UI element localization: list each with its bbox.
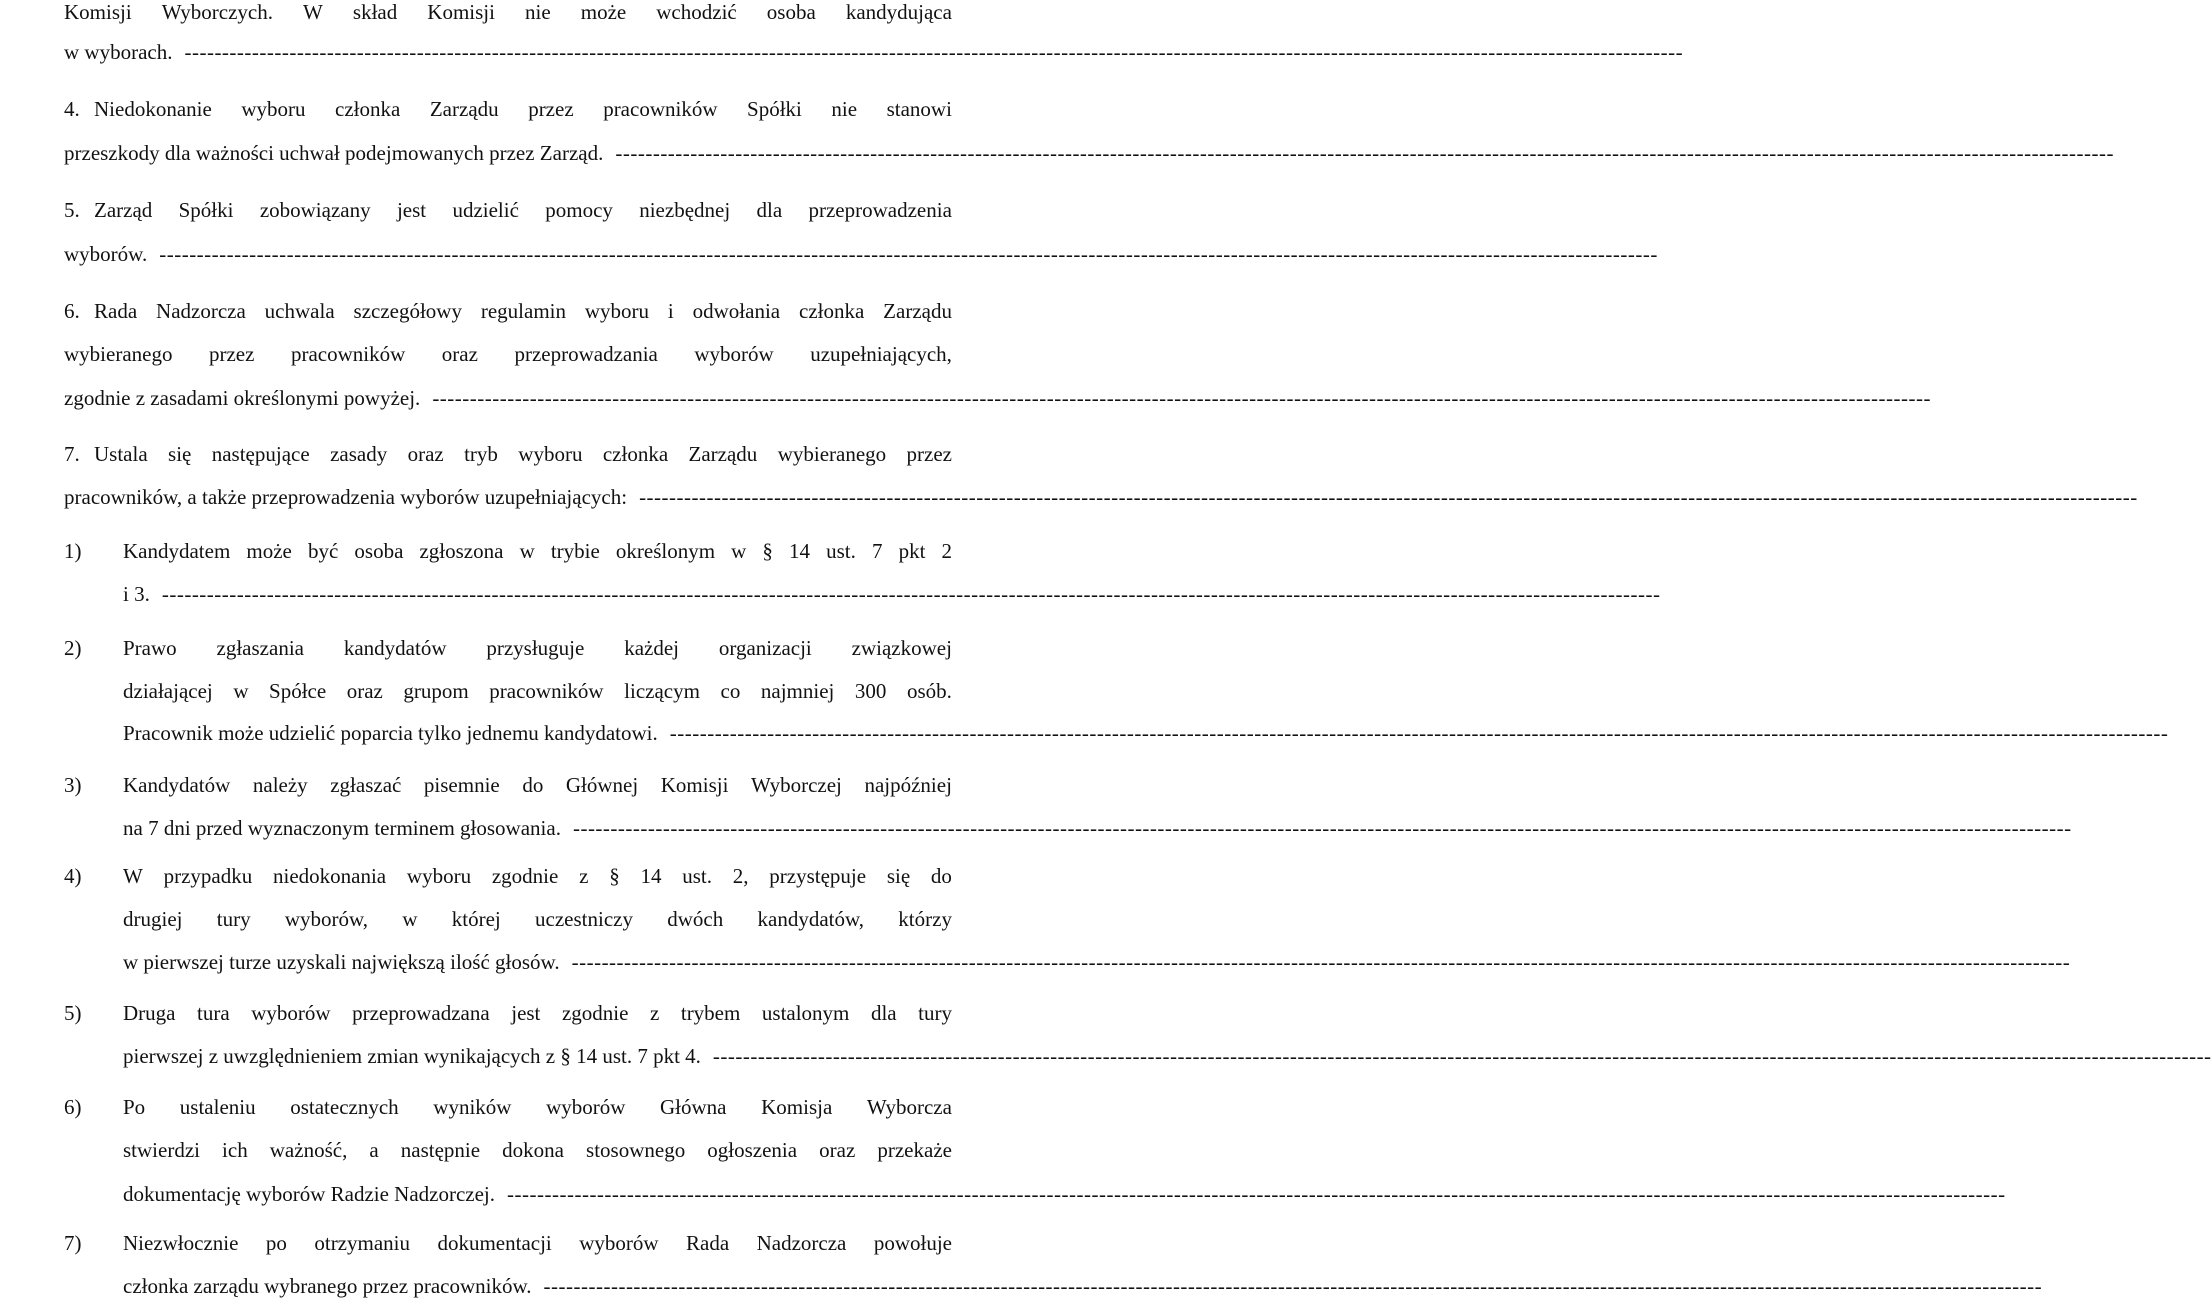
word: następujące	[211, 442, 310, 466]
word: regulamin	[480, 299, 566, 323]
word: jest	[511, 1001, 541, 1025]
word: Prawo	[123, 636, 177, 660]
word: wyborów	[251, 1001, 331, 1025]
sub-item-text: Pracownik może udzielić poparcia tylko jednemu kandydatowi.	[123, 721, 658, 745]
word: następnie	[400, 1138, 481, 1162]
word: zgodnie	[491, 864, 559, 888]
word: 300	[854, 679, 887, 703]
word: przystępuje	[769, 864, 867, 888]
word: wchodzić	[656, 0, 737, 24]
paragraph-text: pracowników, a także przeprowadzenia wyborów uzupełniających:	[64, 485, 628, 509]
word: stosownego	[586, 1138, 686, 1162]
word: wyborów	[694, 342, 774, 366]
word: i	[667, 299, 674, 323]
sub-item-line	[123, 950, 2071, 974]
paragraph-number: 7.	[64, 442, 80, 466]
word: ostatecznych	[290, 1095, 399, 1119]
dash-filler: --------------------------------------------------------------------------------------------------------------------------------------------------------------------------------------------------------	[432, 386, 1931, 410]
word: 2	[941, 539, 952, 563]
dash-filler: --------------------------------------------------------------------------------------------------------------------------------------------------------------------------------------------------------	[161, 582, 1661, 606]
word: wyboru	[406, 864, 472, 888]
word: Zarządu	[688, 442, 758, 466]
sub-item-number: 4)	[64, 864, 82, 888]
word: oraz	[819, 1138, 856, 1162]
word: dokona	[502, 1138, 564, 1162]
sub-item-line	[123, 1138, 952, 1162]
word: niedokonania	[273, 864, 387, 888]
word: Po	[123, 1095, 146, 1119]
word: liczącym	[624, 679, 700, 703]
paragraph-number: 4.	[64, 97, 80, 121]
word: osoba	[766, 0, 816, 24]
word: skład	[352, 0, 398, 24]
word: do	[522, 773, 544, 797]
word: kandydatów	[343, 636, 447, 660]
paragraph-line	[64, 141, 2114, 165]
word: 14	[789, 539, 811, 563]
word: Niezwłocznie	[123, 1231, 239, 1255]
word: z	[579, 864, 589, 888]
word: oraz	[346, 679, 383, 703]
paragraph-text: przeszkody dla ważności uchwał podejmowanych przez Zarząd.	[64, 141, 604, 165]
word: przypadku	[163, 864, 253, 888]
word: przez	[208, 342, 255, 366]
dash-filler: --------------------------------------------------------------------------------------------------------------------------------------------------------------------------------------------------------	[615, 141, 2114, 165]
sub-item-line	[123, 582, 1661, 606]
word: stanowi	[886, 97, 952, 121]
word: której	[451, 907, 501, 931]
word: związkowej	[851, 636, 952, 660]
word: wyboru	[518, 442, 583, 466]
word: z	[649, 1001, 660, 1025]
word: Spółki	[747, 97, 802, 121]
word: Główna	[660, 1095, 727, 1119]
sub-item-number: 2)	[64, 636, 82, 660]
dash-filler: --------------------------------------------------------------------------------------------------------------------------------------------------------------------------------------------------------	[159, 242, 1658, 266]
paragraph-line	[64, 386, 1931, 410]
word: w	[731, 539, 747, 563]
word: 7	[871, 539, 883, 563]
word: grupom	[403, 679, 469, 703]
word: zgłaszać	[330, 773, 402, 797]
word: pracowników	[603, 97, 718, 121]
word: W	[303, 0, 323, 24]
word: Głównej	[565, 773, 639, 797]
word: zgłaszania	[216, 636, 304, 660]
sub-item-line	[123, 1274, 2043, 1298]
word: po	[265, 1231, 287, 1255]
sub-item-line	[123, 1044, 2212, 1068]
word: stwierdzi	[123, 1138, 200, 1162]
sub-item-text: pierwszej z uwzględnieniem zmian wynikających z § 14 ust. 7 pkt 4.	[123, 1044, 701, 1068]
word: Wyborczych.	[161, 0, 273, 24]
word: należy	[252, 773, 308, 797]
word: zgodnie	[561, 1001, 629, 1025]
word: wyników	[433, 1095, 512, 1119]
sub-item-line	[123, 636, 952, 660]
word: w	[519, 539, 535, 563]
word: kandydująca	[845, 0, 952, 24]
word: którzy	[898, 907, 952, 931]
paragraph-text: zgodnie z zasadami określonymi powyżej.	[64, 386, 421, 410]
word: nie	[831, 97, 858, 121]
word: Komisji	[660, 773, 729, 797]
word: w	[402, 907, 418, 931]
word: organizacji	[718, 636, 812, 660]
word: przysługuje	[486, 636, 585, 660]
word: Komisja	[761, 1095, 833, 1119]
sub-item-text: członka zarządu wybranego przez pracowników.	[123, 1274, 532, 1298]
dash-filler: --------------------------------------------------------------------------------------------------------------------------------------------------------------------------------------------------------	[543, 1274, 2043, 1298]
word: się	[168, 442, 192, 466]
word: Komisji	[427, 0, 495, 24]
sub-item-line	[123, 907, 952, 931]
word: trybie	[550, 539, 600, 563]
word: tura	[197, 1001, 230, 1025]
word: wyboru	[584, 299, 650, 323]
sub-item-line	[123, 1001, 952, 1025]
word: przez	[906, 442, 952, 466]
word: powołuje	[873, 1231, 952, 1255]
word: ust.	[826, 539, 856, 563]
word: udzielić	[452, 198, 519, 222]
sub-item-text: i 3.	[123, 582, 150, 606]
word: kandydatów,	[757, 907, 865, 931]
dash-filler: --------------------------------------------------------------------------------------------------------------------------------------------------------------------------------------------------------	[639, 485, 2138, 509]
word: zobowiązany	[259, 198, 371, 222]
word: przeprowadzania	[514, 342, 658, 366]
word: zasady	[330, 442, 388, 466]
paragraph-line	[94, 97, 952, 121]
word: Zarządu	[429, 97, 499, 121]
paragraph-text: w wyborach.	[64, 40, 173, 64]
sub-item-line	[123, 721, 2169, 745]
word: §	[609, 864, 620, 888]
word: ważność,	[269, 1138, 348, 1162]
word: §	[762, 539, 773, 563]
word: a	[369, 1138, 379, 1162]
paragraph-text: wyborów.	[64, 242, 148, 266]
word: pracowników	[290, 342, 406, 366]
word: uchwala	[264, 299, 335, 323]
word: Druga	[123, 1001, 176, 1025]
word: nie	[525, 0, 551, 24]
paragraph-line	[64, 0, 952, 24]
dash-filler: --------------------------------------------------------------------------------------------------------------------------------------------------------------------------------------------------------	[572, 816, 2072, 840]
sub-item-line	[123, 773, 952, 797]
word: określonym	[615, 539, 716, 563]
word: przez	[528, 97, 574, 121]
paragraph-number: 5.	[64, 198, 80, 222]
paragraph-line	[64, 342, 952, 366]
dash-filler: --------------------------------------------------------------------------------------------------------------------------------------------------------------------------------------------------------	[571, 950, 2071, 974]
word: dla	[870, 1001, 897, 1025]
word: Rada	[94, 299, 138, 323]
word: Wyborcza	[866, 1095, 952, 1119]
word: najpóźniej	[864, 773, 952, 797]
word: osób.	[906, 679, 952, 703]
sub-item-number: 6)	[64, 1095, 82, 1119]
word: odwołania	[692, 299, 781, 323]
sub-item-number: 5)	[64, 1001, 82, 1025]
word: szczegółowy	[353, 299, 462, 323]
sub-item-number: 7)	[64, 1231, 82, 1255]
word: W	[123, 864, 143, 888]
word: przeprowadzenia	[808, 198, 952, 222]
word: w	[233, 679, 249, 703]
paragraph-line	[94, 198, 952, 222]
sub-item-line	[123, 679, 952, 703]
sub-item-text: dokumentację wyborów Radzie Nadzorczej.	[123, 1182, 496, 1206]
paragraph-line	[64, 485, 2138, 509]
word: co	[720, 679, 741, 703]
word: Spółki	[178, 198, 234, 222]
dash-filler: --------------------------------------------------------------------------------------------------------------------------------------------------------------------------------------------------------	[712, 1044, 2212, 1068]
word: zgłoszona	[419, 539, 504, 563]
sub-item-text: w pierwszej turze uzyskali największą ilość głosów.	[123, 950, 560, 974]
word: Zarządu	[883, 299, 952, 323]
word: wybieranego	[64, 342, 173, 366]
sub-item-line	[123, 1182, 2006, 1206]
word: tury	[216, 907, 251, 931]
word: tury	[918, 1001, 952, 1025]
sub-item-line	[123, 864, 952, 888]
word: przekaże	[877, 1138, 952, 1162]
word: Zarząd	[94, 198, 153, 222]
word: oraz	[441, 342, 478, 366]
word: dla	[756, 198, 783, 222]
paragraph-line	[94, 299, 952, 323]
word: 14	[640, 864, 662, 888]
word: ust.	[682, 864, 712, 888]
word: tryb	[464, 442, 498, 466]
word: wyborów,	[284, 907, 369, 931]
word: ogłoszenia	[707, 1138, 798, 1162]
word: członka	[602, 442, 669, 466]
word: dokumentacji	[437, 1231, 552, 1255]
word: Rada	[686, 1231, 730, 1255]
paragraph-line	[64, 242, 1658, 266]
word: uzupełniających,	[810, 342, 952, 366]
word: wyborów	[546, 1095, 626, 1119]
word: Spółce	[269, 679, 327, 703]
word: pkt	[898, 539, 926, 563]
word: trybem	[680, 1001, 741, 1025]
word: przeprowadzana	[352, 1001, 490, 1025]
word: wyborów	[579, 1231, 659, 1255]
word: otrzymaniu	[314, 1231, 410, 1255]
dash-filler: --------------------------------------------------------------------------------------------------------------------------------------------------------------------------------------------------------	[184, 40, 1684, 64]
paragraph-line	[64, 40, 1684, 64]
sub-item-line	[123, 1095, 952, 1119]
word: każdej	[624, 636, 679, 660]
word: wybieranego	[777, 442, 887, 466]
word: 2,	[732, 864, 749, 888]
word: Nadzorcza	[156, 299, 246, 323]
word: do	[930, 864, 952, 888]
sub-item-line	[123, 539, 952, 563]
paragraph-line	[94, 442, 952, 466]
sub-item-number: 3)	[64, 773, 82, 797]
word: niezbędnej	[639, 198, 731, 222]
word: jest	[396, 198, 427, 222]
sub-item-text: na 7 dni przed wyznaczonym terminem głosowania.	[123, 816, 561, 840]
word: członka	[335, 97, 401, 121]
word: Komisji	[64, 0, 132, 24]
word: oraz	[407, 442, 444, 466]
word: najmniej	[760, 679, 835, 703]
sub-item-number: 1)	[64, 539, 82, 563]
word: członka	[799, 299, 865, 323]
word: ustalonym	[761, 1001, 850, 1025]
word: pracowników	[489, 679, 604, 703]
word: Kandydatów	[123, 773, 231, 797]
word: pisemnie	[423, 773, 500, 797]
word: Nadzorcza	[756, 1231, 847, 1255]
sub-item-line	[123, 1231, 952, 1255]
word: uczestniczy	[535, 907, 633, 931]
word: być	[307, 539, 339, 563]
word: może	[246, 539, 292, 563]
word: się	[886, 864, 911, 888]
word: dwóch	[667, 907, 724, 931]
word: ustaleniu	[179, 1095, 256, 1119]
sub-item-line	[123, 816, 2072, 840]
word: może	[580, 0, 627, 24]
word: osoba	[354, 539, 404, 563]
dash-filler: --------------------------------------------------------------------------------------------------------------------------------------------------------------------------------------------------------	[507, 1182, 2006, 1206]
word: pomocy	[545, 198, 613, 222]
word: działającej	[123, 679, 213, 703]
paragraph-number: 6.	[64, 299, 80, 323]
dash-filler: --------------------------------------------------------------------------------------------------------------------------------------------------------------------------------------------------------	[669, 721, 2169, 745]
word: Wyborczej	[751, 773, 842, 797]
word: drugiej	[123, 907, 183, 931]
word: ich	[222, 1138, 248, 1162]
word: Kandydatem	[123, 539, 231, 563]
word: wyboru	[241, 97, 306, 121]
word: Niedokonanie	[94, 97, 212, 121]
word: Ustala	[94, 442, 148, 466]
